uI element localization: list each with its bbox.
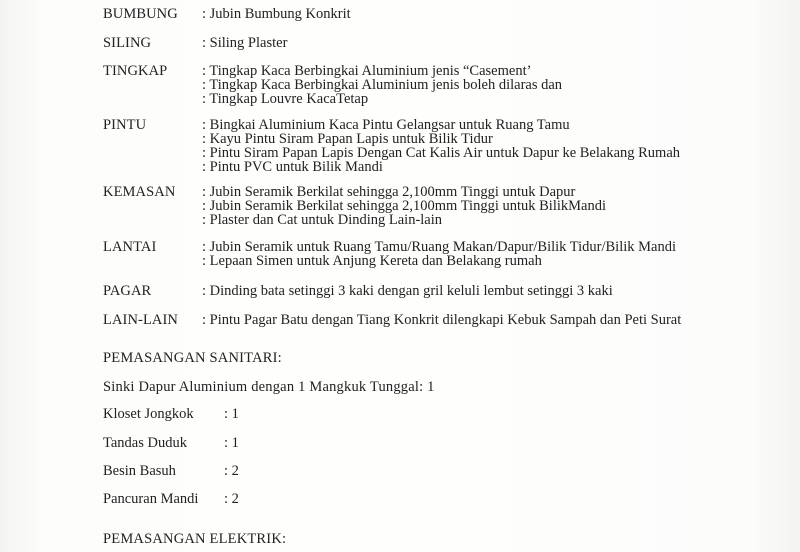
spec-line: : Jubin Seramik untuk Ruang Tamu/Ruang Makan/Dapur/Bilik Tidur/Bilik Mandi: [202, 239, 676, 255]
spec-line: : Jubin Bumbung Konkrit: [202, 6, 351, 22]
sanitary-item-value: : 1: [224, 435, 239, 451]
spec-values: [202, 118, 800, 174]
spec-values: [202, 240, 800, 268]
spec-line: : Jubin Seramik Berkilat sehingga 2,100mm Tinggi untuk Dapur: [202, 184, 576, 200]
spec-line: : Lepaan Simen untuk Anjung Kereta dan Belakang rumah: [202, 253, 542, 269]
spec-label: KEMASAN: [103, 184, 176, 200]
spec-line: : Tingkap Kaca Berbingkai Aluminium jenis boleh dilaras dan: [202, 77, 563, 93]
spec-line: : Dinding bata setinggi 3 kaki dengan gril keluli lembut setinggi 3 kaki: [202, 283, 613, 299]
sanitary-item-name: Kloset Jongkok: [103, 406, 194, 422]
sanitary-item-value: : 1: [224, 406, 239, 422]
sanitary-item-name: Tandas Duduk: [103, 435, 187, 451]
spec-values: [202, 185, 800, 227]
spec-label: PINTU: [103, 117, 147, 133]
sanitary-item-name: Besin Basuh: [103, 463, 176, 479]
spec-label: PAGAR: [103, 283, 152, 299]
spec-line: : Tingkap Kaca Berbingkai Aluminium jenis “Casement’: [202, 63, 532, 79]
sanitary-item-value: : 2: [224, 491, 239, 507]
spec-label: TINGKAP: [103, 63, 168, 79]
spec-label: SILING: [103, 35, 152, 51]
electrical-heading: PEMASANGAN ELEKTRIK:: [103, 531, 287, 547]
spec-values: [202, 36, 800, 50]
spec-label: LAIN-LAIN: [103, 312, 178, 328]
sanitary-sink: Sinki Dapur Aluminium dengan 1 Mangkuk Tunggal: 1: [103, 379, 435, 395]
spec-line: : Siling Plaster: [202, 35, 288, 51]
sanitary-heading: PEMASANGAN SANITARI:: [103, 350, 282, 366]
spec-values: [202, 284, 800, 298]
spec-values: [202, 64, 800, 106]
spec-line: : Kayu Pintu Siram Papan Lapis untuk Bilik Tidur: [202, 131, 493, 147]
spec-values: [202, 7, 800, 21]
sanitary-item-value: : 2: [224, 463, 239, 479]
spec-line: : Bingkai Aluminium Kaca Pintu Gelangsar untuk Ruang Tamu: [202, 117, 570, 133]
spec-label: LANTAI: [103, 239, 157, 255]
spec-label: BUMBUNG: [103, 6, 178, 22]
spec-line: : Pintu Siram Papan Lapis Dengan Cat Kalis Air untuk Dapur ke Belakang Rumah: [202, 145, 681, 161]
spec-values: [202, 313, 800, 327]
spec-line: : Tingkap Louvre KacaTetap: [202, 91, 369, 107]
sanitary-item-name: Pancuran Mandi: [103, 491, 199, 507]
spec-line: : Plaster dan Cat untuk Dinding Lain-lain: [202, 212, 443, 228]
spec-line: : Jubin Seramik Berkilat sehingga 2,100mm Tinggi untuk BilikMandi: [202, 198, 606, 214]
spec-line: : Pintu PVC untuk Bilik Mandi: [202, 159, 383, 175]
spec-line: : Pintu Pagar Batu dengan Tiang Konkrit dilengkapi Kebuk Sampah dan Peti Surat: [202, 312, 682, 328]
